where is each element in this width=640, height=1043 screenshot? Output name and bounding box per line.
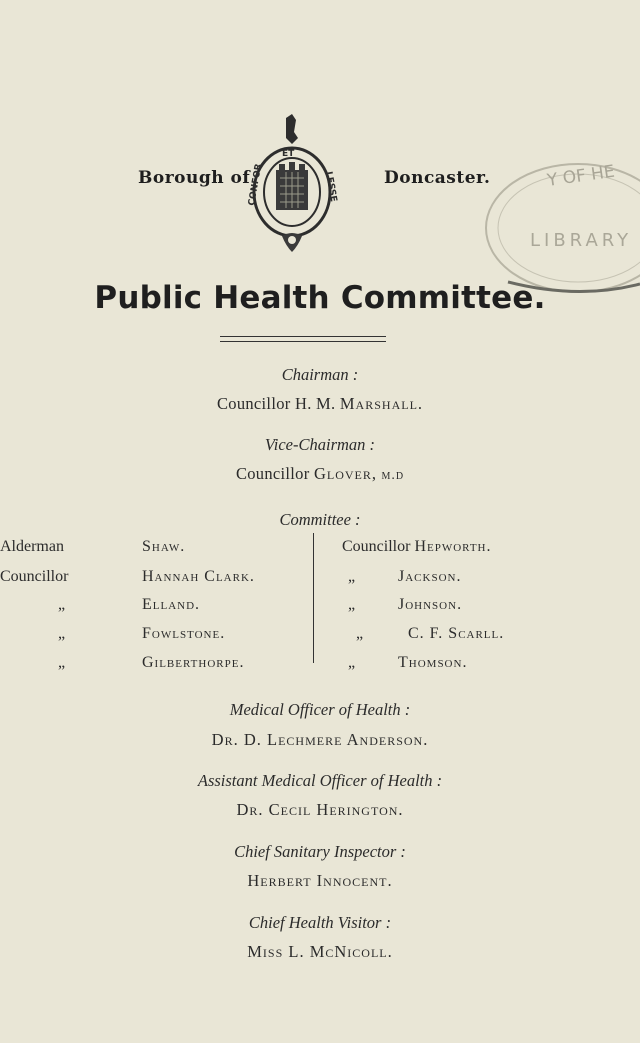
borough-heading: Borough of <box>138 168 251 188</box>
column-divider <box>313 533 314 663</box>
csi-name: Herbert Innocent. <box>247 871 393 890</box>
moh-name: Dr. D. Lechmere Anderson. <box>211 730 429 749</box>
chv-label: Chief Health Visitor : <box>248 913 392 932</box>
committee-member: „ Fowlstone. <box>58 625 226 642</box>
chairman-initials: H. M. <box>294 394 336 413</box>
committee-member: „ C. F. Scarll. <box>356 625 505 642</box>
vice-chairman-prefix: Councillor <box>235 464 310 483</box>
csi-label: Chief Sanitary Inspector : <box>234 842 406 861</box>
borough-coat-of-arms-icon <box>246 112 338 262</box>
chairman-name <box>0 394 640 414</box>
committee-member: Alderman Shaw. <box>0 538 186 555</box>
crest-motto-right: LESSE <box>323 170 338 203</box>
chairman-surname: Marshall. <box>339 394 424 413</box>
vice-chairman-name <box>0 464 640 484</box>
committee-member: „ Gilberthorpe. <box>58 654 245 671</box>
amoh-label: Assistant Medical Officer of Health : <box>197 771 443 790</box>
committee-member: „ Elland. <box>58 596 201 613</box>
vice-chairman-surname: Glover, <box>313 464 377 483</box>
committee-member: Councillor Hepworth. <box>342 538 492 555</box>
chv-name: Miss L. McNicoll. <box>247 942 393 961</box>
moh-label: Medical Officer of Health : <box>229 700 411 719</box>
committee-label: Committee : <box>279 510 361 529</box>
committee-member: Councillor Hannah Clark. <box>0 568 255 585</box>
chairman-prefix: Councillor <box>216 394 291 413</box>
committee-member: „ Johnson. <box>348 596 463 613</box>
amoh-name: Dr. Cecil Herington. <box>236 800 404 819</box>
title-rule-top <box>220 336 386 337</box>
vice-chairman-label: Vice-Chairman : <box>264 435 376 454</box>
title-rule-bottom <box>220 341 386 342</box>
town-heading: Doncaster. <box>384 168 491 188</box>
chairman-label: Chairman : <box>281 365 359 384</box>
crest-motto-left: CONFOR <box>247 162 265 207</box>
stamp-text-mid: LIBRARY <box>530 230 633 251</box>
crest-motto-top: ET <box>282 149 295 159</box>
vice-chairman-suffix: m.d <box>381 468 405 483</box>
committee-member: „ Jackson. <box>348 568 462 585</box>
page-title: Public Health Committee. <box>94 280 546 316</box>
committee-member: „ Thomson. <box>348 654 468 671</box>
stamp-text-top: Y OF HE <box>545 161 616 191</box>
